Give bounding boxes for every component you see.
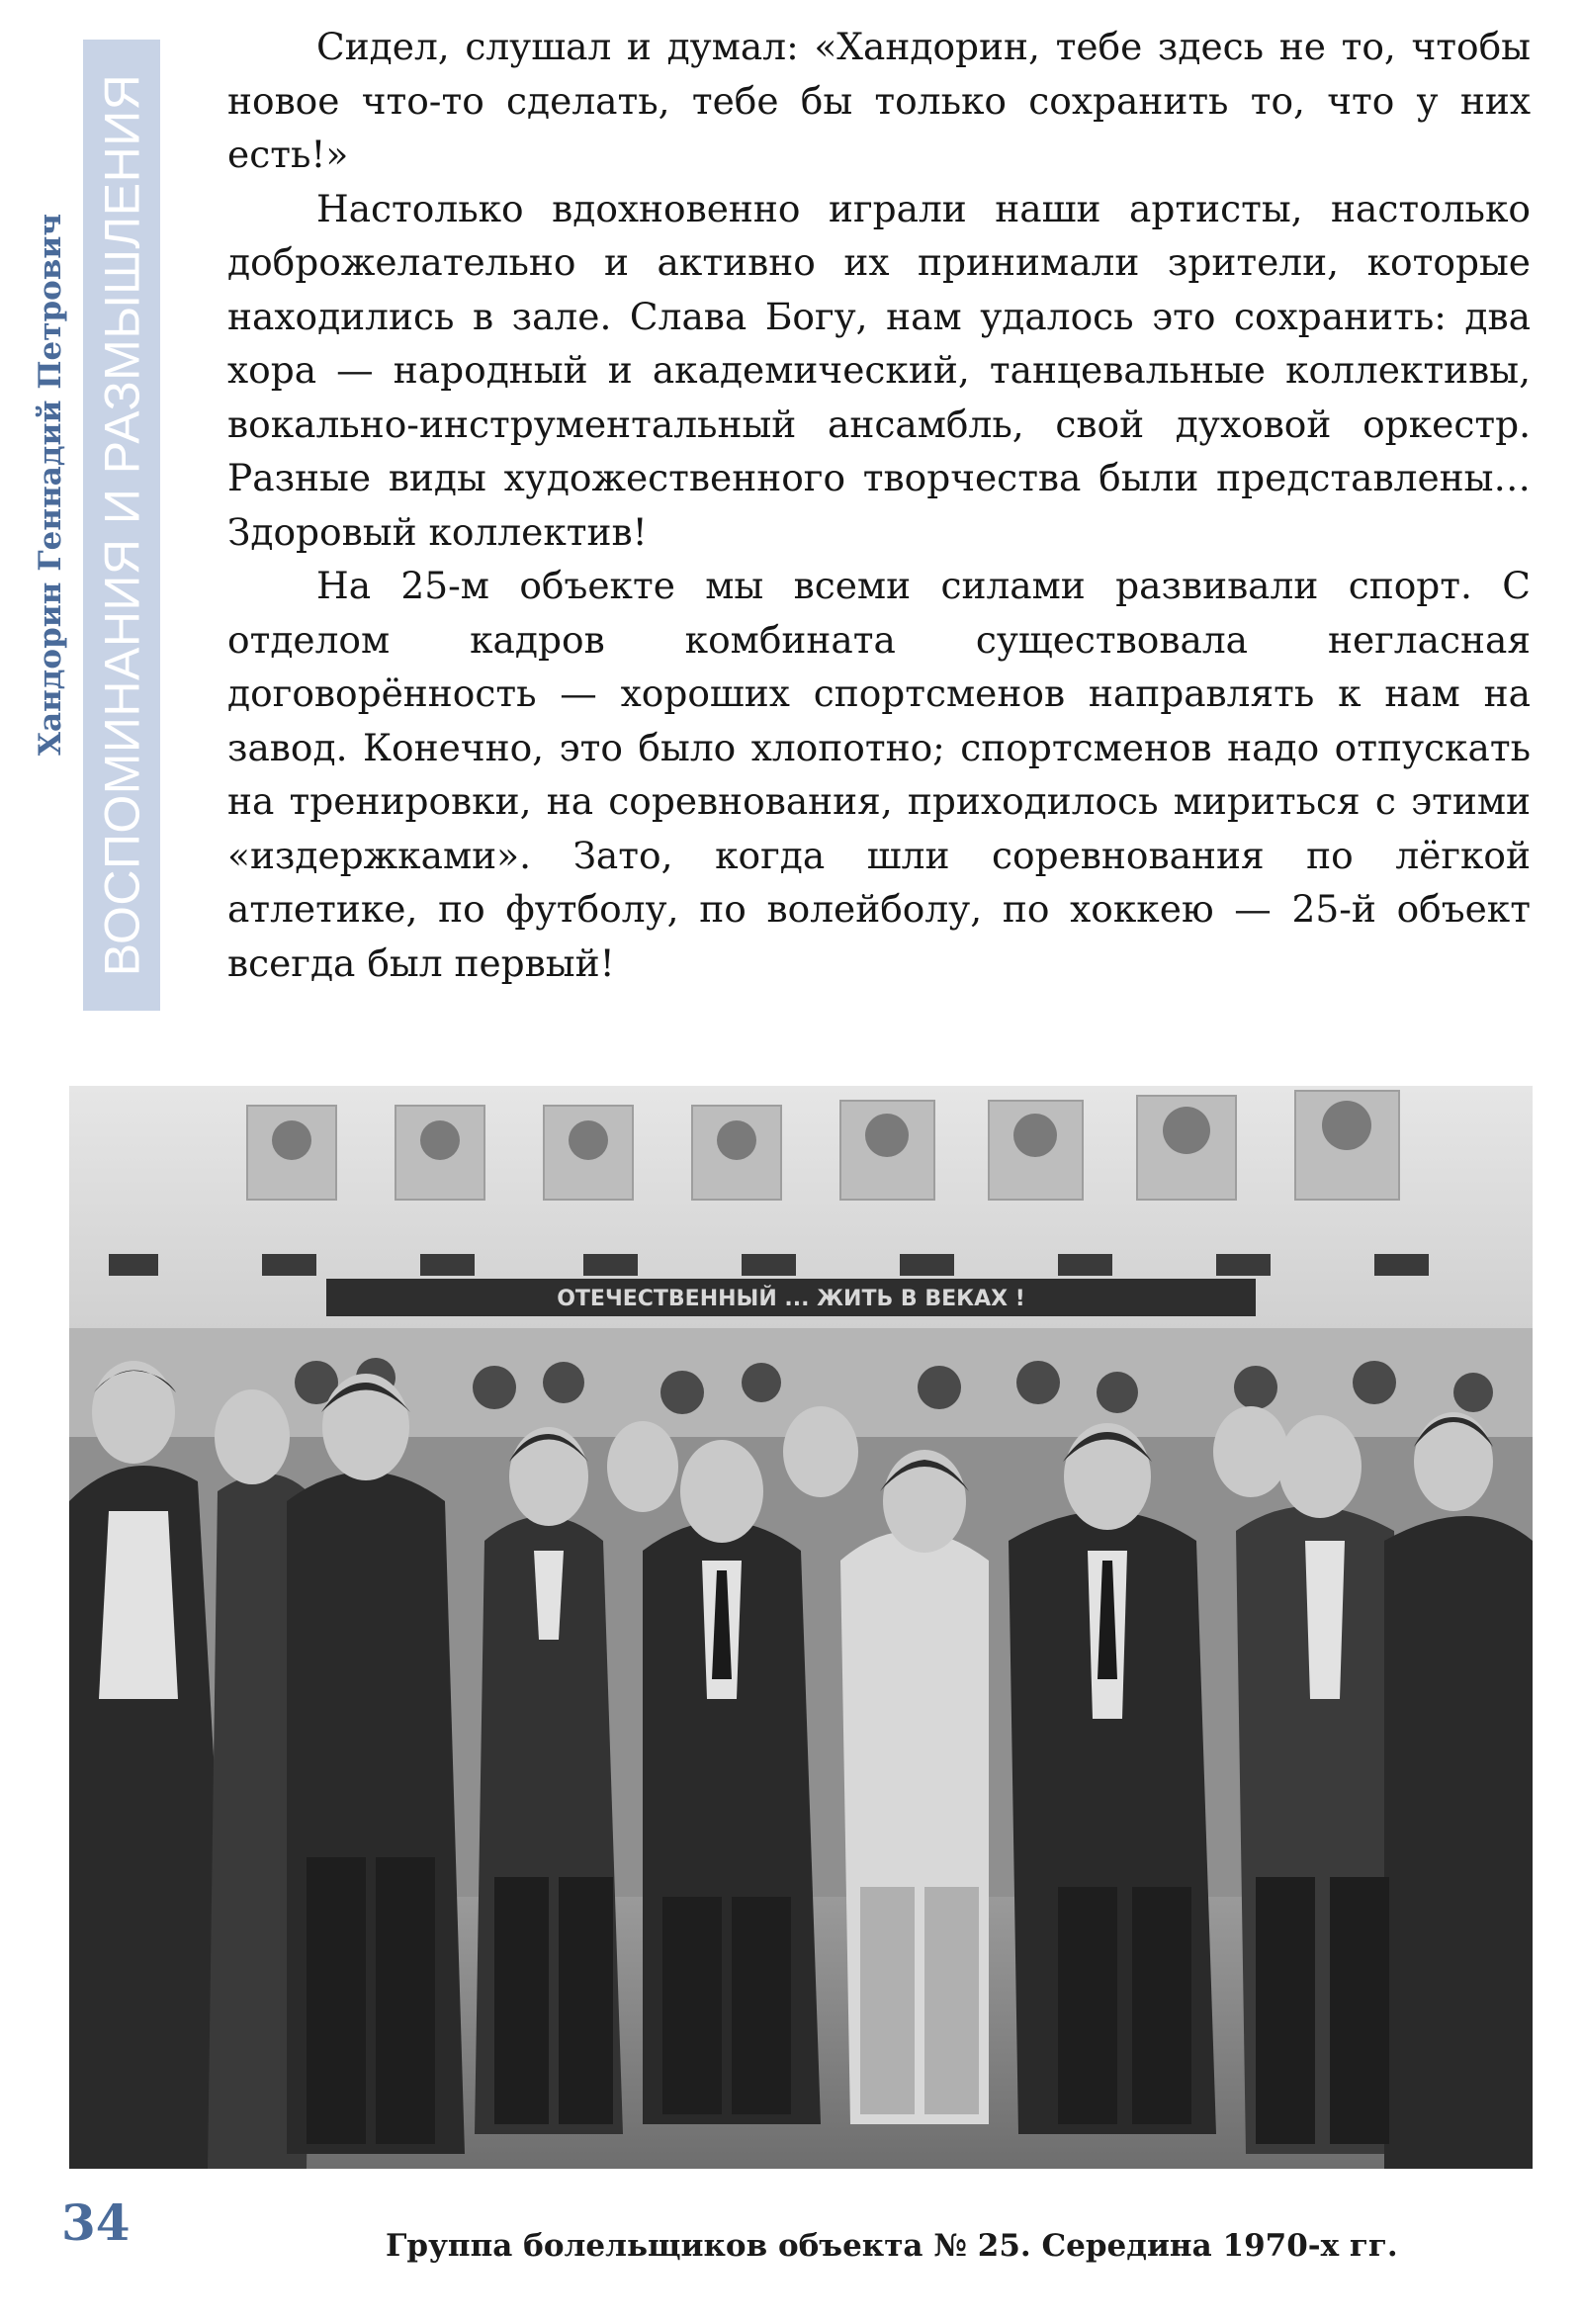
facade-banner-text: ОТЕЧЕСТВЕННЫЙ ... ЖИТЬ В ВЕКАХ ! — [557, 1287, 1025, 1311]
paragraph: Настолько вдохновенно играли наши артисты, настолько доброжелательно и активно их принимали зрители, которые находились в зале. Слава Богу, нам удалось это сохранить: два хора — народный и академический, танцевальные коллективы, вокально-инструментальный ансамбль, свой духовой оркестр. Разные виды художественного творчества были представлены… Здоровый коллектив! — [227, 186, 1531, 554]
page-number: 34 — [61, 2193, 131, 2252]
running-head-author — [16, 158, 85, 811]
paragraph: На 25-м объекте мы всеми силами развивали спорт. С отделом кадров комбината существовала негласная договорённость — хороших спортсменов направлять к нам на завод. Конечно, это было хлопотно; спортсменов надо отпускать на тренировки, на соревнования, приходилось мириться с этими «издержками». Зато, когда шли соревнования по лёгкой атлетике, по футболу, по волейболу, по хоккею — 25-й объект всегда был первый! — [227, 564, 1531, 985]
running-head-band — [83, 40, 160, 1011]
photo-caption: Группа болельщиков объекта № 25. Середина 1970-х гг. — [386, 2228, 1398, 2264]
book-title: ВОСПОМИНАНИЯ И РАЗМЫШЛЕНИЯ — [94, 73, 149, 977]
paragraph: Сидел, слушал и думал: «Хандорин, тебе здесь не то, чтобы новое что-то сделать, тебе бы только сохранить то, что у них есть!» — [227, 25, 1531, 176]
author-name: Хандорин Геннадий Петрович — [33, 213, 69, 757]
body-text — [227, 20, 1531, 990]
group-photo — [69, 1086, 1533, 2169]
